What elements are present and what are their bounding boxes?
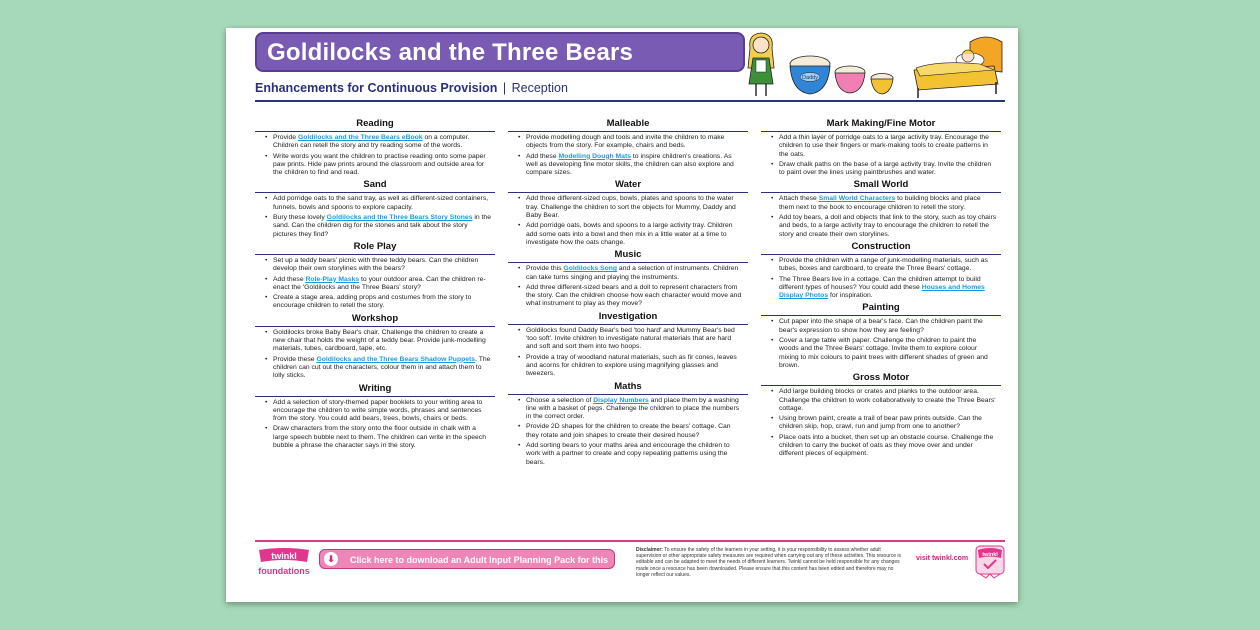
section-body bbox=[508, 327, 748, 379]
section-body bbox=[255, 257, 495, 311]
section-body bbox=[761, 257, 1001, 300]
resource-link[interactable]: Goldilocks and the Three Bears Shadow Puppets bbox=[316, 355, 476, 363]
activity-text: Add porridge oats to the sand tray, as well as different-sized containers, funnels, bowls and spoons to explore capacity. bbox=[273, 195, 489, 211]
activity-text: Provide modelling dough and tools and invite the children to make objects from the story. For example, chairs and beds. bbox=[526, 134, 725, 150]
section-body bbox=[761, 318, 1001, 370]
activity-item bbox=[273, 329, 491, 354]
section-body bbox=[508, 397, 748, 467]
resource-link[interactable]: Role-Play Masks bbox=[305, 275, 360, 283]
activity-text: Goldilocks broke Baby Bear's chair. Challenge the children to create a new chair that holds the weight of a teddy bear. Provide junk-modelling materials, tubes, cardboard, tape, etc. bbox=[273, 328, 486, 353]
activity-text: Create a stage area, adding props and costumes from the story to encourage children to retell the story. bbox=[273, 294, 472, 310]
activity-text: Set up a teddy bears' picnic with three teddy bears. Can the children develop their own storylines with the bears? bbox=[273, 256, 479, 273]
activity-item bbox=[273, 214, 491, 239]
activity-item bbox=[273, 257, 491, 274]
disclaimer bbox=[636, 547, 906, 578]
activity-text: Add these bbox=[526, 152, 559, 160]
goldilocks-illustration bbox=[744, 30, 778, 100]
activity-text: and place them by a washing line with a basket of pegs. Challenge the children to place the numbers in the correct order. bbox=[526, 396, 740, 421]
activity-text: and a selection of instruments. Children can take turns singing and playing the instruments. bbox=[526, 265, 739, 281]
disclaimer-label: Disclaimer: bbox=[636, 547, 663, 553]
badge-text: twinkl bbox=[982, 552, 998, 558]
quality-standard-badge bbox=[974, 544, 1008, 580]
activity-item bbox=[273, 356, 491, 381]
activity-section bbox=[508, 179, 748, 247]
activity-item bbox=[273, 134, 491, 151]
page-title: Goldilocks and the Three Bears bbox=[267, 39, 634, 66]
activity-item bbox=[273, 425, 491, 450]
activity-item bbox=[526, 442, 744, 467]
resource-link[interactable]: Goldilocks and the Three Bears Story Stones bbox=[326, 214, 473, 222]
section-title: Investigation bbox=[508, 311, 748, 325]
activity-text: Add these bbox=[273, 275, 306, 283]
activity-text: Provide bbox=[273, 134, 298, 141]
activity-item bbox=[526, 423, 744, 440]
activity-text: Bury these lovely bbox=[273, 214, 327, 222]
section-title: Workshop bbox=[255, 313, 495, 327]
section-body bbox=[761, 195, 1001, 238]
activity-item bbox=[779, 434, 997, 459]
activity-section bbox=[255, 383, 495, 451]
resource-link[interactable]: Display Numbers bbox=[593, 396, 649, 404]
activity-item bbox=[526, 134, 744, 151]
activity-item bbox=[779, 161, 997, 178]
section-body bbox=[761, 388, 1001, 458]
activity-item bbox=[779, 388, 997, 413]
activity-item bbox=[779, 134, 997, 159]
section-body bbox=[255, 195, 495, 238]
section-title: Water bbox=[508, 179, 748, 193]
section-title: Reading bbox=[255, 118, 495, 132]
activity-text: Write words you want the children to practise reading onto some paper paw prints. Hide paw prints around the classroom and outside area for the children to find and read. bbox=[273, 152, 486, 177]
activity-item bbox=[779, 415, 997, 432]
activity-text: Attach these bbox=[779, 195, 819, 203]
activity-section bbox=[761, 179, 1001, 238]
section-title: Construction bbox=[761, 241, 1001, 255]
activity-text: to your outdoor area. Can the children re-enact the 'Goldilocks and the Three Bears' story? bbox=[273, 275, 486, 291]
activity-text: on a computer. Children can retell the story and try reading some of the words. bbox=[273, 134, 470, 150]
column-1 bbox=[255, 118, 495, 452]
footer-rule bbox=[255, 540, 1005, 542]
activity-text: Add large building blocks or crates and planks to the outdoor area. Challenge the children to work collaboratively to create the Three Bears' cottage. bbox=[779, 388, 996, 412]
activity-section bbox=[508, 381, 748, 467]
activity-section bbox=[508, 118, 748, 177]
activity-section bbox=[255, 241, 495, 311]
activity-text: to building blocks and place them next to the book to encourage children to retell the story. bbox=[779, 195, 981, 211]
activity-item bbox=[526, 327, 744, 352]
subtitle-main: Enhancements for Continuous Provision bbox=[255, 81, 498, 95]
activity-text: . The children can cut out the characters, colour them in and attach them to lolly sticks. bbox=[273, 355, 491, 380]
activity-item bbox=[779, 318, 997, 335]
resource-link[interactable]: Goldilocks and the Three Bears eBook bbox=[297, 134, 423, 141]
resource-link[interactable]: Modelling Dough Mats bbox=[558, 152, 631, 160]
activity-text: Goldilocks found Daddy Bear's bed 'too hard' and Mummy Bear's bed 'too soft'. Invite children to investigate natural materials that are hard and soft and sort them into two hoops. bbox=[526, 326, 735, 351]
activity-section bbox=[761, 302, 1001, 370]
activity-item bbox=[273, 195, 491, 212]
activity-section bbox=[255, 179, 495, 238]
section-title: Maths bbox=[508, 381, 748, 395]
activity-item bbox=[526, 153, 744, 178]
planning-sheet bbox=[226, 28, 1018, 602]
activity-text: Add porridge oats, bowls and spoons to a large activity tray. Children add some oats into a bowl and then mix in a little water at a time to investigate how the oats change. bbox=[526, 222, 733, 246]
activity-text: The Three Bears live in a cottage. Can the children attempt to build different types of houses? You could add these bbox=[779, 275, 981, 291]
section-body bbox=[508, 195, 748, 247]
section-title: Malleable bbox=[508, 118, 748, 132]
activity-section bbox=[255, 118, 495, 177]
activity-section bbox=[761, 241, 1001, 300]
activity-item bbox=[526, 265, 744, 282]
download-icon: ⬇ bbox=[324, 552, 338, 566]
activity-item bbox=[779, 276, 997, 301]
section-title: Writing bbox=[255, 383, 495, 397]
section-title: Gross Motor bbox=[761, 372, 1001, 386]
activity-item bbox=[526, 284, 744, 309]
activity-item bbox=[526, 195, 744, 220]
resource-link[interactable]: Small World Characters bbox=[818, 195, 896, 203]
disclaimer-text: To ensure the safety of the learners in your setting, it is your responsibility to assess whether adult supervision or other appropriate safety measures are required when carrying out any of these activities. This resource is editable and can be adapted to meet the needs of different learners. Twinkl cannot be held responsible for any changes made once a resource has been downloaded. Please ensure that this content has been edited and therefore may no longer reflect our values. bbox=[636, 547, 902, 578]
activity-item bbox=[273, 276, 491, 293]
activity-text: Provide 2D shapes for the children to create the bears' cottage. Can they rotate and join shapes to create their desired house? bbox=[526, 423, 731, 439]
header-rule bbox=[255, 100, 1005, 102]
section-body bbox=[508, 265, 748, 308]
section-title: Music bbox=[508, 249, 748, 263]
activity-section bbox=[508, 311, 748, 379]
activity-text: to inspire children's creations. As well as developing fine motor skills, the children can also explore and compare sizes. bbox=[526, 152, 734, 177]
subtitle-stage: Reception bbox=[511, 81, 568, 95]
section-body bbox=[255, 329, 495, 381]
daddy-bowl-label: Daddy bbox=[802, 75, 818, 81]
activity-item bbox=[779, 337, 997, 370]
activity-text: Cover a large table with paper. Challenge the children to paint the woods and the Three Bears' cottage. Invite them to explore colour mixing to mix colours to paint trees with different shades of green and brown. bbox=[779, 337, 988, 369]
activity-item bbox=[526, 354, 744, 379]
activity-item bbox=[273, 153, 491, 178]
activity-item bbox=[526, 222, 744, 247]
activity-text: Using brown paint, create a trail of bear paw prints outside. Can the children skip, hop, crawl, run and jump from one to another? bbox=[779, 415, 982, 431]
bed-illustration bbox=[908, 30, 1008, 100]
activity-section bbox=[508, 249, 748, 308]
activity-text: Add toy bears, a doll and objects that link to the story, such as toy chairs and beds, to a large activity tray to encourage the children to retell the story and create their own storylines. bbox=[779, 214, 997, 238]
activity-text: Choose a selection of bbox=[526, 396, 594, 404]
activity-text: Add a thin layer of porridge oats to a large activity tray. Encourage the children to use their fingers or mark-making tools to create patterns in the oats. bbox=[779, 134, 989, 158]
section-title: Role Play bbox=[255, 241, 495, 255]
activity-text: Add three different-sized cups, bowls, plates and spoons to the water tray. Challenge the children to sort the objects for Mummy, Daddy and Baby Bear. bbox=[526, 195, 736, 220]
visit-twinkl-link[interactable]: visit twinkl.com bbox=[916, 555, 969, 562]
activity-text: Draw characters from the story onto the floor outside in chalk with a large speech bubble next to them. The children can write in the speech bubble a phrase the character says in the story. bbox=[273, 425, 486, 450]
activity-text: Provide this bbox=[526, 265, 564, 273]
subtitle bbox=[255, 81, 568, 95]
activity-text: Cut paper into the shape of a bear's face. Can the children paint the bear's expression to show how they are feeling? bbox=[779, 318, 983, 334]
activity-item bbox=[779, 214, 997, 239]
activity-item bbox=[273, 294, 491, 311]
activity-text: Provide these bbox=[273, 355, 317, 363]
section-title: Sand bbox=[255, 179, 495, 193]
section-title: Painting bbox=[761, 302, 1001, 316]
activity-section bbox=[761, 118, 1001, 177]
activity-item bbox=[526, 397, 744, 422]
activity-text: Provide the children with a range of junk-modelling materials, such as tubes, boxes and cardboard, to create the Three Bears' cottage. bbox=[779, 256, 988, 273]
activity-item bbox=[273, 399, 491, 424]
section-body bbox=[255, 399, 495, 451]
resource-link[interactable]: Houses and Homes Display Photos bbox=[779, 283, 985, 300]
section-title: Small World bbox=[761, 179, 1001, 193]
section-body bbox=[508, 134, 748, 177]
activity-text: Add three different-sized bears and a doll to represent characters from the story. Can the children choose how each character would move and what instrument to play as they move? bbox=[526, 283, 742, 308]
adult-input-download-button[interactable] bbox=[319, 549, 615, 585]
activity-text: Draw chalk paths on the base of a large activity tray. Invite the children to paint over the lines using paintbrushes and water. bbox=[779, 160, 992, 177]
cta-label: Click here to download an Adult Input Planning Pack for this theme. bbox=[350, 555, 609, 585]
activity-text: Add a selection of story-themed paper booklets to your writing area to encourage the children to write simple words, phrases and sentences from the story. You could add bears, trees, bowls, chairs or beds. bbox=[273, 398, 483, 423]
section-body bbox=[761, 134, 1001, 177]
logo-top-text: twinkl bbox=[271, 551, 297, 561]
activity-item bbox=[779, 195, 997, 212]
activity-text: for inspiration. bbox=[828, 292, 873, 300]
activity-item bbox=[779, 257, 997, 274]
activity-section bbox=[255, 313, 495, 381]
resource-link[interactable]: Goldilocks Song bbox=[563, 265, 618, 273]
column-3 bbox=[761, 118, 1001, 461]
porridge-bowls-illustration bbox=[786, 48, 898, 104]
section-body bbox=[255, 134, 495, 177]
subtitle-separator: | bbox=[502, 81, 507, 95]
title-banner bbox=[255, 32, 745, 72]
activity-text: Provide a tray of woodland natural materials, such as fir cones, leaves and acorns for children to explore using magnifying glasses and tweezers. bbox=[526, 353, 737, 378]
activity-section bbox=[761, 372, 1001, 458]
activity-text: in the sand. Can the children dig for the stones and talk about the story pictures they find? bbox=[273, 214, 491, 238]
activity-text: Add sorting bears to your maths area and encourage the children to work with a partner to create and copy repeating patterns using the bears. bbox=[526, 442, 730, 466]
activity-text: Place oats into a bucket, then set up an obstacle course. Challenge the children to carry the bucket of oats as they move over and under different pieces of equipment. bbox=[779, 433, 994, 458]
logo-bottom-text: foundations bbox=[258, 566, 310, 576]
column-2 bbox=[508, 118, 748, 469]
section-title: Mark Making/Fine Motor bbox=[761, 118, 1001, 132]
twinkl-foundations-logo bbox=[255, 546, 313, 580]
